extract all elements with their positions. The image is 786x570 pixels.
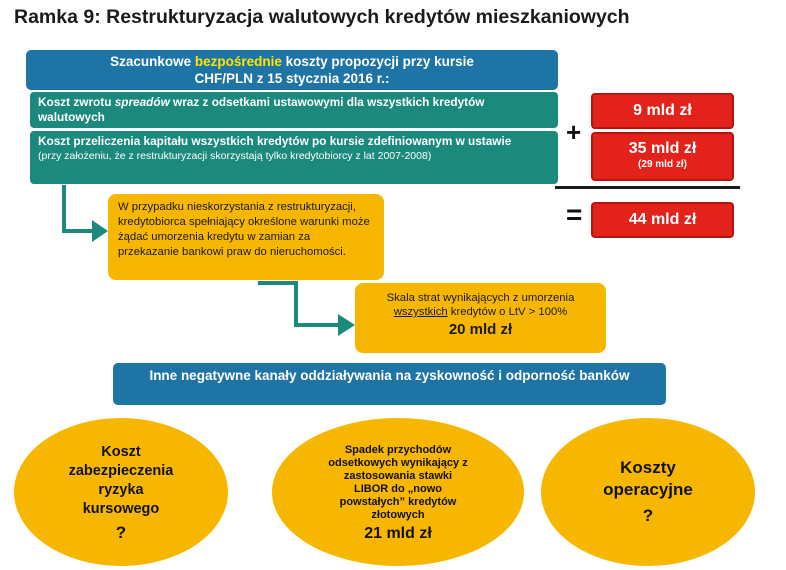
header-highlight: bezpośrednie	[194, 54, 282, 69]
cost-row-conversion-label: Koszt przeliczenia kapitału wszystkich kredytów po kursie zdefiniowanym w ustawie	[38, 134, 512, 148]
header-text-end: koszty propozycji przy kursie	[281, 54, 474, 69]
arrow-to-note-head	[92, 220, 108, 242]
other-channels-header: Inne negatywne kanały oddziaływania na zyskowność i odporność banków	[113, 363, 666, 405]
loss-text-start: Skala strat wynikających z umorzenia	[386, 292, 575, 304]
plus-sign: +	[566, 117, 582, 147]
channel-interest-income-label: Spadek przychodów odsetkowych wynikający z zastosowania stawki LIBOR do „nowo powstałych” kredytów złotowych	[328, 444, 468, 521]
channel-fx-hedging-label: Koszt zabezpieczenia ryzyka kursowego	[68, 443, 174, 517]
channel-interest-income-drop	[272, 418, 524, 566]
header-date-line: CHF/PLN z 15 stycznia 2016 r.:	[194, 71, 390, 86]
arrow-to-loss	[258, 283, 342, 325]
channel-operating-costs-label: Koszty operacyjne	[603, 458, 693, 499]
loss-value: 20 mld zł	[448, 321, 513, 338]
cost-value-conversion-main: 35 mld zł	[628, 140, 697, 157]
channel-operating-costs-value: ?	[642, 506, 654, 525]
channel-fx-hedging-cost	[14, 418, 228, 566]
cost-value-spreads: 9 mld zł	[591, 93, 734, 129]
conversion-alternative-note: W przypadku nieskorzystania z restrukturyzacji, kredytobiorca spełniający określone warunki może żądać umorzenia kredytu w zamian za przekazanie bankowi praw do nieruchomości.	[108, 194, 384, 280]
channel-fx-hedging-value: ?	[115, 522, 127, 542]
header-text-start: Szacunkowe	[110, 54, 195, 69]
channel-operating-costs	[541, 418, 755, 566]
loan-write-off-losses	[355, 283, 606, 353]
cost-value-total: 44 mld zł	[591, 202, 734, 238]
cost-value-conversion-sub: (29 mld zł)	[638, 159, 687, 170]
cost-row-conversion-note: (przy założeniu, że z restrukturyzacji skorzystają tylko kredytobiorcy z lat 2007-2008)	[38, 150, 432, 162]
cost-row-spreads-text: Koszt zwrotu	[38, 95, 115, 109]
page-title: Ramka 9: Restrukturyzacja walutowych kredytów mieszkaniowych	[14, 6, 630, 28]
cost-row-spreads-italic: spreadów	[114, 95, 170, 109]
cost-row-spreads-text-end: wraz z odsetkami ustawowymi dla wszystkich kredytów walutowych	[38, 95, 485, 124]
channel-interest-income-value: 21 mld zł	[364, 525, 432, 542]
arrow-to-loss-head	[338, 314, 355, 336]
equals-sign: =	[566, 199, 583, 230]
loss-text-underlined: wszystkich	[393, 306, 448, 318]
loss-text-end: kredytów o LtV > 100%	[447, 306, 568, 318]
